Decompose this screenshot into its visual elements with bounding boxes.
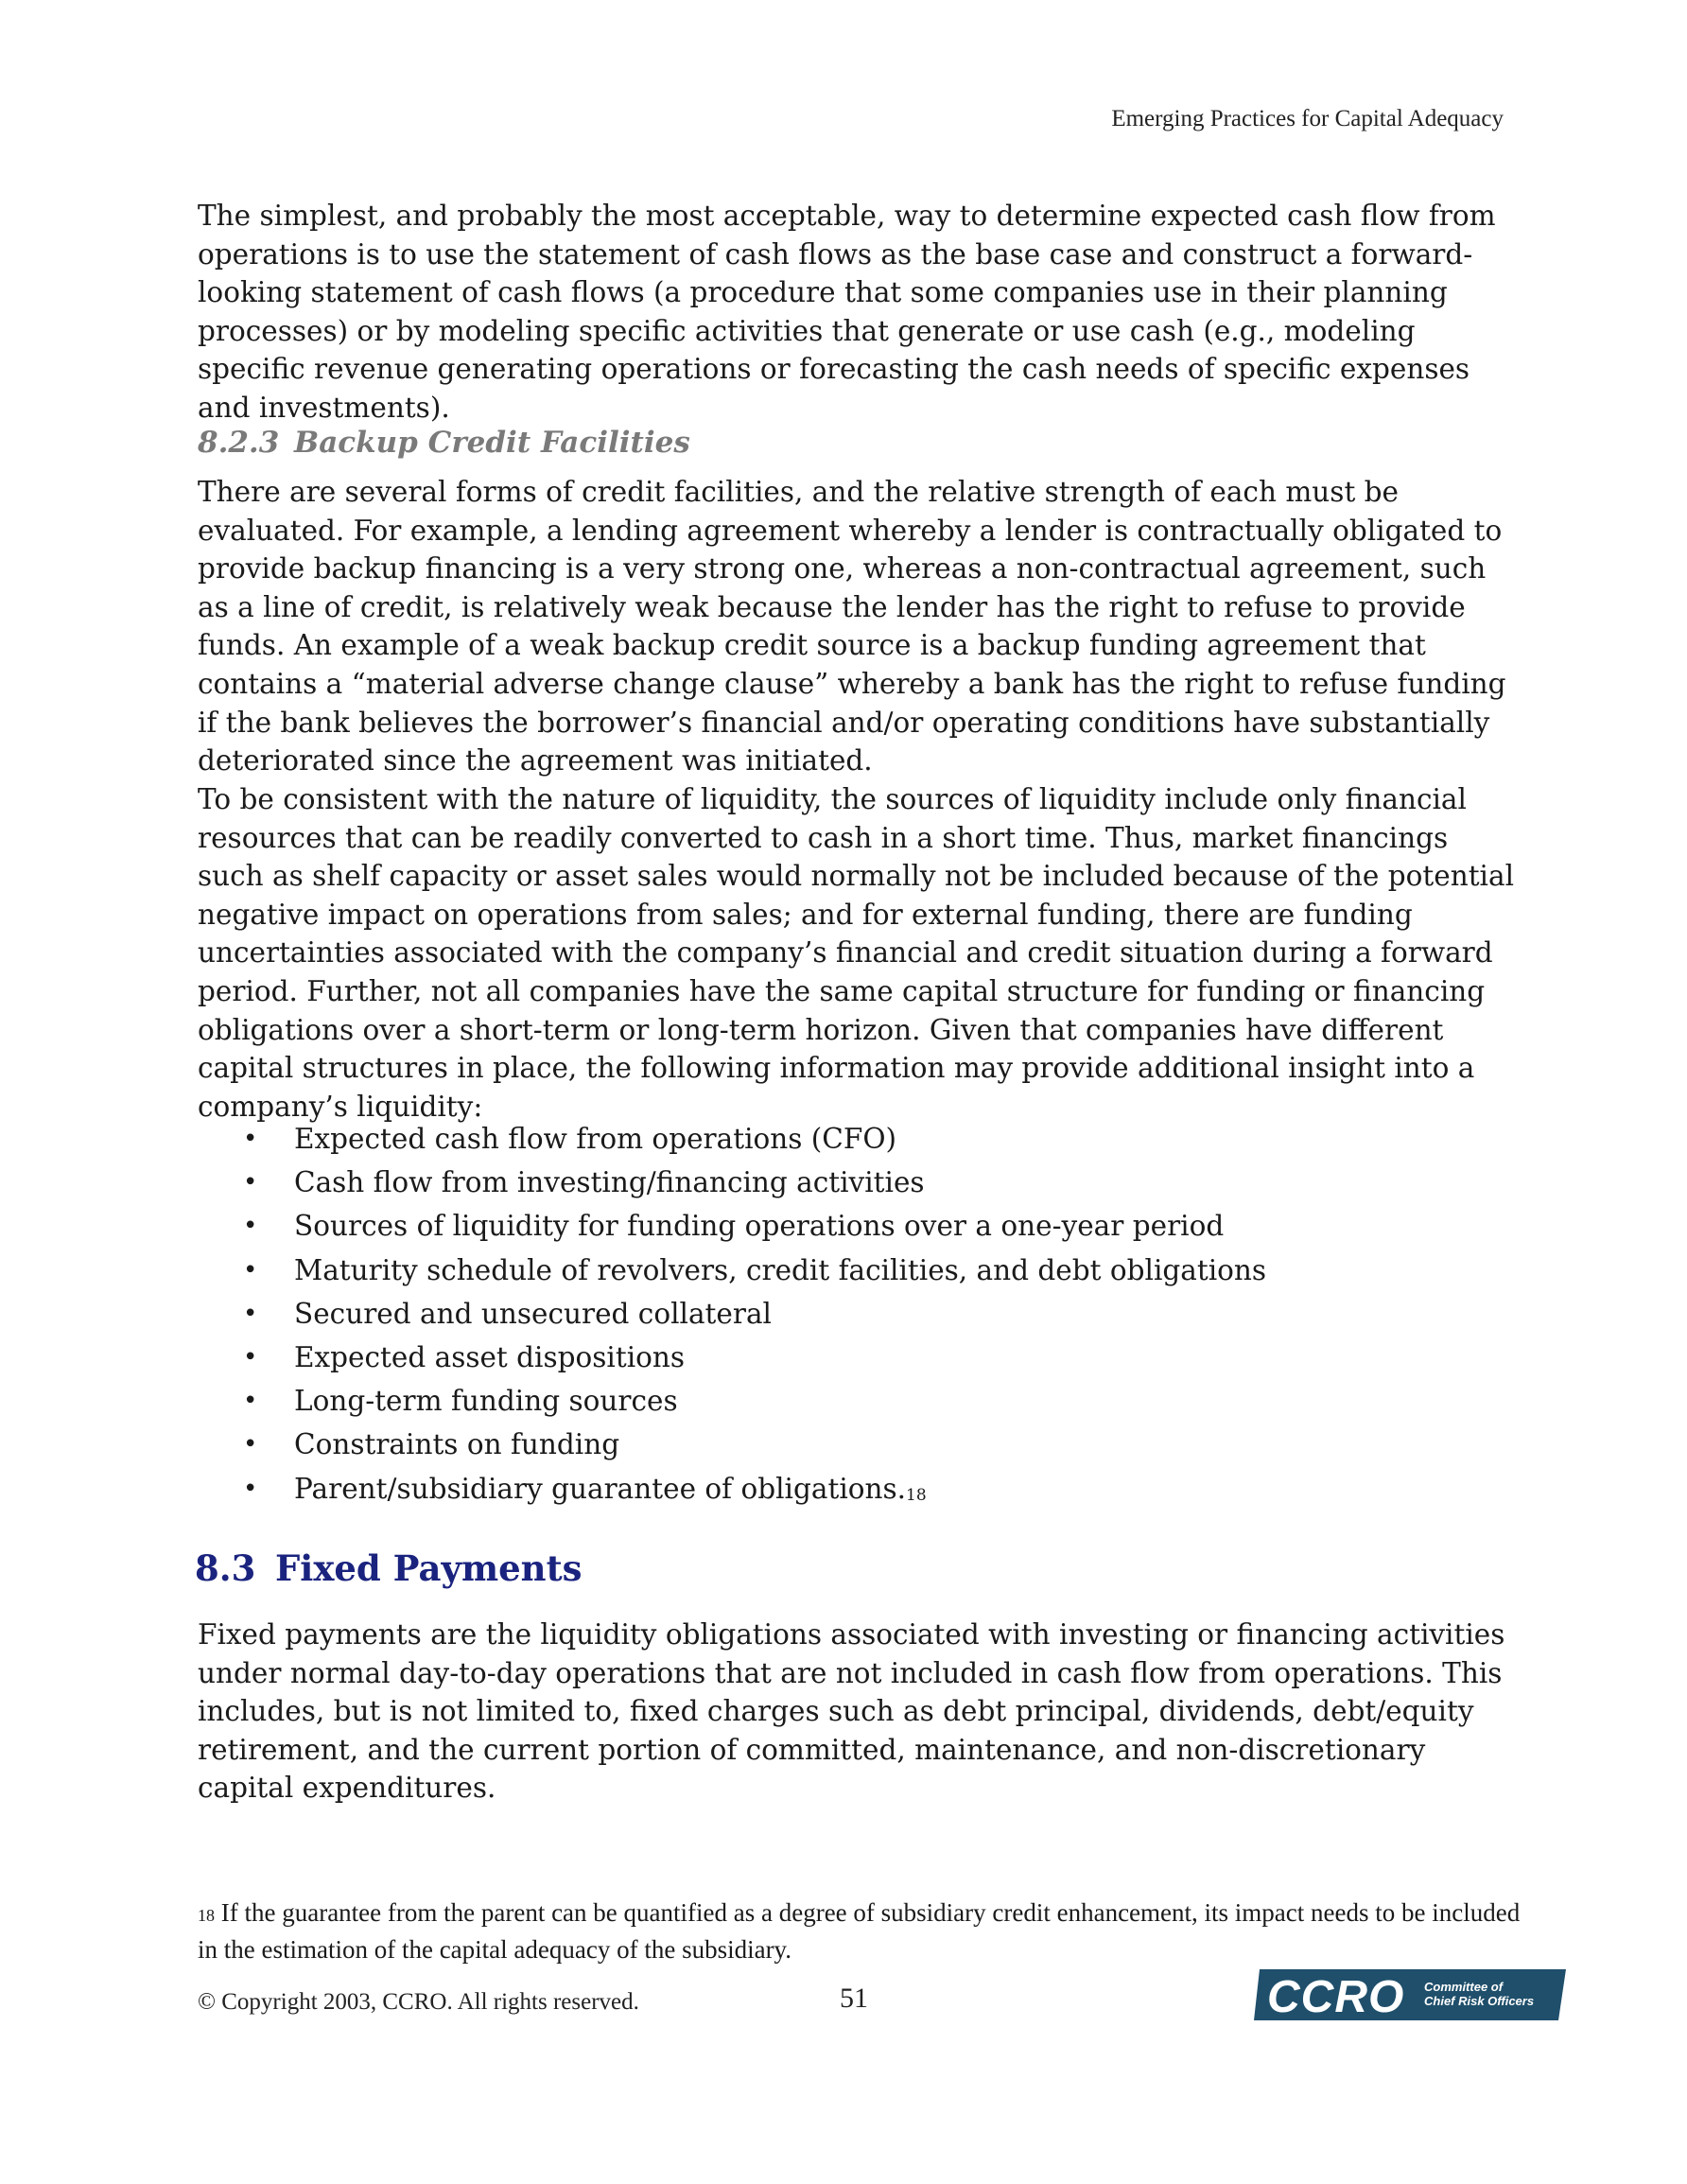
liquidity-info-list [198,1120,1427,1513]
footnote [198,1896,1522,1966]
copyright-notice: © Copyright 2003, CCRO. All rights reserved. [198,1989,639,2015]
paragraph-liquidity: To be consistent with the nature of liquidity, the sources of liquidity include only financial resources that can be readily converted to cash in a short time. Thus, market financings such as shelf capacity or asset sales would normally not be included because of the potential negative impact on operations from sales; and for external funding, there are funding uncertainties associated with the company’s financial and credit situation during a forward period. Further, not all companies have the same capital structure for funding or financing obligations over a short-term or long-term horizon. Given that companies have different capital structures in place, the following information may provide additional insight into a company’s liquidity: [198,783,1515,1123]
subsection-title: Backup Credit Facilities [294,426,690,460]
page-number: 51 [840,1983,868,2014]
list-item: • Maturity schedule of revolvers, credit facilities, and debt obligations [198,1251,1427,1295]
footnote-text: If the guarantee from the parent can be quantified as a degree of subsidiary credit enhancement, its impact needs to be included in the estimation of the capital adequacy of the subsidiary. [198,1898,1521,1964]
list-item: • Expected asset dispositions [198,1338,1427,1382]
bullet-icon: • [243,1430,258,1459]
paragraph-credit-facilities: There are several forms of credit facilities, and the relative strength of each must be evaluated. For example, a lending agreement whereby a lender is contractually obligated to provide backup financing is a very strong one, whereas a non-contractual agreement, such as a line of credit, is relatively weak because the lender has the right to refuse to provide funds. An example of a weak backup credit source is a backup funding agreement that contains a “material adverse change clause” whereby a bank has the right to refuse funding if the bank believes the borrower’s financial and/or operating conditions have substantially deteriorated since the agreement was initiated. [198,476,1506,778]
list-item: • Secured and unsecured collateral [198,1295,1427,1338]
list-item: • Parent/subsidiary guarantee of obligations.$^{18}$ [198,1470,1427,1513]
list-item: • Expected cash flow from operations (CFO) [198,1120,1427,1163]
bullet-icon: • [243,1299,258,1328]
paragraph-cash-flow: The simplest, and probably the most acceptable, way to determine expected cash flow from operations is to use the statement of cash flows as the base case and construct a forward-looking statement of cash flows (a procedure that some companies use in their planning processes) or by modeling specific activities that generate or use cash (e.g., modeling specific revenue generating operations or forecasting the cash needs of specific expenses and investments). [198,200,1496,424]
section-number: 8.3 [195,1547,256,1589]
bullet-icon: • [243,1125,258,1153]
bullet-icon: • [243,1168,258,1197]
bullet-icon: • [243,1387,258,1416]
subsection-number: 8.2.3 [198,426,280,460]
list-item: • Constraints on funding [198,1425,1427,1469]
logo-tagline: Committee of Chief Risk Officers [1424,1980,1535,2008]
bullet-icon: • [243,1255,258,1284]
logo-wordmark: CCRO [1267,1972,1405,2020]
list-item: • Cash flow from investing/financing activities [198,1163,1427,1207]
section-title: Fixed Payments [275,1547,583,1589]
paragraph-fixed-payments: Fixed payments are the liquidity obligations associated with investing or financing activities under normal day-to-day operations that are not included in cash flow from operations. This includes, but is not limited to, fixed charges such as debt principal, dividends, debt/equity retirement, and the current portion of committed, maintenance, and non-discretionary capital expenditures. [198,1618,1505,1805]
bullet-icon: • [243,1474,258,1503]
bullet-icon: • [243,1342,258,1372]
bullet-icon: • [243,1212,258,1241]
section-heading [195,1547,583,1589]
list-item: • Long-term funding sources [198,1382,1427,1425]
footnote-reference[interactable]: 18 [906,1485,927,1505]
subsection-heading [198,426,690,460]
running-header: Emerging Practices for Capital Adequacy [1111,106,1504,131]
list-item: • Sources of liquidity for funding operations over a one-year period [198,1207,1427,1250]
footnote-number: 18 [198,1906,215,1925]
